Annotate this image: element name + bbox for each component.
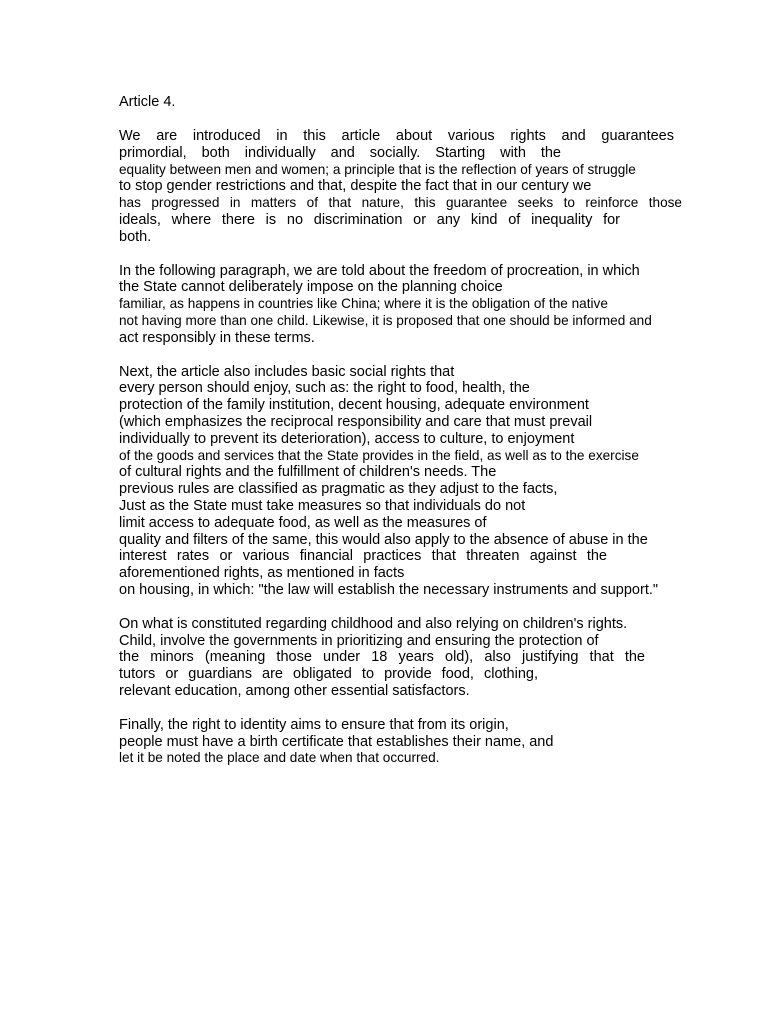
text-line: We are introduced in this article about various rights and guarantees <box>119 128 674 144</box>
paragraph-procreation <box>119 263 704 347</box>
document-body <box>119 94 704 784</box>
text-line: equality between men and women; a principle that is the reflection of years of struggle <box>119 161 636 177</box>
text-line: not having more than one child. Likewise, it is proposed that one should be informed and <box>119 312 652 328</box>
text-line: every person should enjoy, such as: the right to food, health, the <box>119 380 530 397</box>
text-line: ideals, where there is no discrimination or any kind of inequality for <box>119 211 620 228</box>
text-line: individually to prevent its deterioration), access to culture, to enjoyment <box>119 430 575 447</box>
text-line: aforementioned rights, as mentioned in facts <box>119 565 405 582</box>
paragraph-identity <box>119 717 704 767</box>
text-line: primordial, both individually and socially. Starting with the <box>119 144 561 161</box>
text-line: Next, the article also includes basic social rights that <box>119 363 455 380</box>
text-line: to stop gender restrictions and that, despite the fact that in our century we <box>119 178 592 195</box>
text-line: tutors or guardians are obligated to provide food, clothing, <box>119 666 538 683</box>
text-line: Child, involve the governments in prioritizing and ensuring the protection of <box>119 632 599 649</box>
text-line: Just as the State must take measures so that individuals do not <box>119 497 526 514</box>
text-line: act responsibly in these terms. <box>119 329 315 346</box>
text-line: Finally, the right to identity aims to ensure that from its origin, <box>119 716 509 733</box>
text-line: people must have a birth certificate that establishes their name, and <box>119 733 554 750</box>
text-line: previous rules are classified as pragmatic as they adjust to the facts, <box>119 481 558 498</box>
text-line: of cultural rights and the fulfillment of children's needs. The <box>119 464 497 481</box>
paragraph-childhood <box>119 616 704 700</box>
article-title: Article 4. <box>119 94 176 110</box>
text-line: In the following paragraph, we are told about the freedom of procreation, in which <box>119 262 640 279</box>
text-line: quality and filters of the same, this would also apply to the absence of abuse in the <box>119 531 648 548</box>
text-line: the minors (meaning those under 18 years old), also justifying that the <box>119 649 645 666</box>
text-line: relevant education, among other essential satisfactors. <box>119 682 470 699</box>
text-line: interest rates or various financial practices that threaten against the <box>119 548 607 565</box>
text-line: On what is constituted regarding childhood and also relying on children's rights. <box>119 615 628 632</box>
text-line: of the goods and services that the State provides in the field, as well as to the exercise <box>119 447 639 463</box>
text-line: has progressed in matters of that nature, this guarantee seeks to reinforce those <box>119 195 682 211</box>
text-line: limit access to adequate food, as well as the measures of <box>119 514 487 531</box>
paragraph-gender-equality <box>119 128 704 246</box>
text-line: the State cannot deliberately impose on the planning choice <box>119 279 503 296</box>
text-line: let it be noted the place and date when that occurred. <box>119 750 440 766</box>
text-line: familiar, as happens in countries like China; where it is the obligation of the native <box>119 296 608 312</box>
text-line: on housing, in which: "the law will establish the necessary instruments and support." <box>119 581 659 598</box>
text-line: protection of the family institution, decent housing, adequate environment <box>119 397 589 414</box>
text-line: (which emphasizes the reciprocal responsibility and care that must prevail <box>119 413 593 430</box>
paragraph-social-rights <box>119 364 704 599</box>
text-line: both. <box>119 228 152 245</box>
